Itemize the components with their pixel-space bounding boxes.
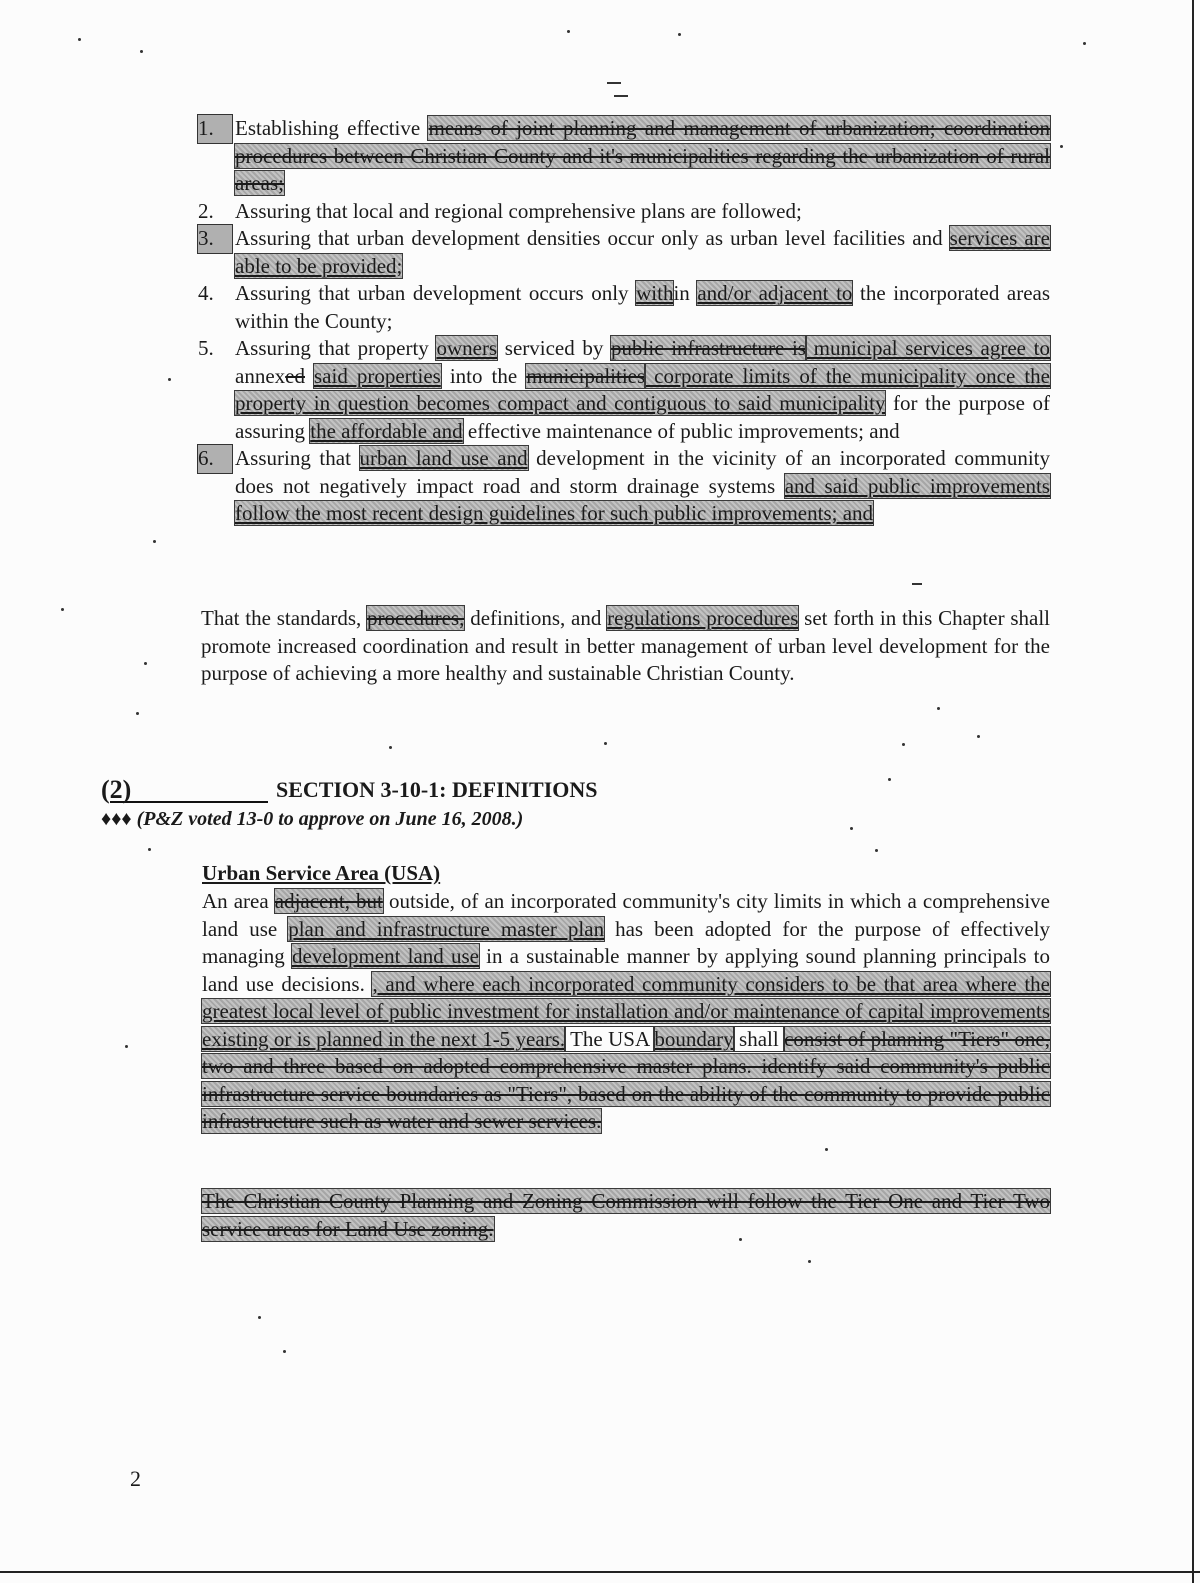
definition-segment: outside, of an incorporated community's city limits in which a comprehensive land use <box>202 889 1050 941</box>
scan-mark <box>614 95 628 97</box>
definition-title: Urban Service Area (USA) <box>202 861 441 885</box>
definition-segment: , and where each incorporated community considers to be that area where the greatest local level of public investment for installation and/or maintenance of capital improvements existing or is planned in the next 1-5 years. <box>202 971 1050 1051</box>
list-number: 1. <box>198 115 232 143</box>
list-text-segment: said properties <box>314 363 441 388</box>
definition-segment: plan and infrastructure master plan <box>288 916 605 941</box>
section-number: (2) <box>101 775 132 804</box>
definition-segment: in a sustainable manner by applying sound planning principals to land use decisions. <box>202 944 1051 996</box>
definition-body <box>202 888 1050 1136</box>
scan-border-right <box>1192 0 1194 1583</box>
list-text-segment: urban land use and <box>359 446 528 470</box>
paragraph-segment: That the standards, <box>201 606 368 630</box>
paragraph-segment: definitions, and <box>464 606 608 630</box>
page-number: 2 <box>130 1466 141 1491</box>
list-number: 2. <box>198 198 214 223</box>
scan-mark <box>912 583 922 585</box>
list-text-segment: corporate limits of the municipality once the property in question becomes compact and contiguous to said municipality <box>235 363 1050 415</box>
list-text-segment: with <box>636 281 674 305</box>
list-text-segment: public infrastructure is <box>611 336 806 360</box>
list-text-segment: Assuring that urban development occurs only <box>235 281 637 305</box>
list-text-segment: into the <box>440 363 527 388</box>
list-text-segment: services are able to be provided; <box>235 226 1050 278</box>
list-text-segment: and said public improvements follow the most recent design guidelines for such public improvements; and <box>235 473 1050 525</box>
list-item <box>198 115 1050 198</box>
paragraph-segment: set forth in this Chapter shall promote increased coordination and result in better management of urban level development for the purpose of achieving a more healthy and sustainable Christian County. <box>201 606 1051 685</box>
list-text-segment: municipalities <box>526 363 646 388</box>
list-item <box>198 280 1050 335</box>
list-text-segment: Assuring that property <box>235 336 437 360</box>
section-title: SECTION 3-10-1: DEFINITIONS <box>276 777 598 802</box>
list-text-segment: Establishing effective <box>235 116 429 140</box>
list-text-segment: in <box>673 281 698 305</box>
standards-paragraph <box>201 605 1050 688</box>
list-text-segment: means of joint planning and management of urbanization; coordination procedures between Christian County and it's municipalities regarding the urbanization of rural areas; <box>235 116 1051 195</box>
list-item <box>198 335 1050 445</box>
commission-note <box>202 1188 1050 1243</box>
definition-segment: An area <box>202 889 275 913</box>
list-text-segment: for the purpose of assuring <box>235 391 1050 443</box>
vote-note: ♦♦♦ (P&Z voted 13-0 to approve on June 16, 2008.) <box>101 808 524 830</box>
list-text-segment: the incorporated areas within the County; <box>235 281 1051 333</box>
definition-segment: adjacent, but <box>274 889 383 913</box>
definition-segment: shall <box>733 1026 785 1051</box>
definition-segment: The USA <box>565 1026 655 1051</box>
list-item <box>198 445 1050 528</box>
list-number: 6. <box>198 445 232 473</box>
list-number: 4. <box>198 281 214 305</box>
definition-segment: has been adopted for the purpose of effectively managing <box>202 916 1050 968</box>
list-text-segment: serviced by <box>497 336 612 360</box>
list-number: 3. <box>198 225 232 253</box>
list-text-segment: annex <box>235 363 286 388</box>
list-text-segment: municipal services agree to <box>805 336 1050 360</box>
list-text-segment: Assuring that urban development densities occur only as urban level facilities and <box>235 226 950 250</box>
list-text-segment: owners <box>436 336 498 360</box>
paragraph-segment: procedures, <box>367 606 465 630</box>
scan-mark <box>607 82 621 84</box>
list-text-segment <box>305 364 314 388</box>
paragraph-segment: regulations procedures <box>607 606 799 630</box>
list-item <box>198 225 1050 280</box>
scan-border-bottom <box>0 1571 1200 1573</box>
list-text-segment: Assuring that local and regional comprehensive plans are followed; <box>235 198 802 223</box>
list-number: 5. <box>198 336 214 360</box>
commission-note-text: The Christian County Planning and Zoning Commission will follow the Tier One and Tier Two service areas for Land Use zoning. <box>202 1189 1050 1241</box>
list-text-segment: and/or adjacent to <box>697 281 853 305</box>
list-text-segment: development in the vicinity of an incorporated community does not negatively impact road and storm drainage systems <box>235 446 1050 498</box>
definition-segment: development land use <box>292 944 479 968</box>
section-heading <box>101 775 900 804</box>
section-blank-line <box>110 781 268 803</box>
definition-segment: boundary <box>654 1026 734 1051</box>
list-text-segment: ed <box>285 363 305 388</box>
list-item <box>198 198 1050 226</box>
list-text-segment: effective maintenance of public improvements; and <box>462 418 900 443</box>
list-text-segment: the affordable and <box>310 418 463 443</box>
definition-segment: consist of planning "Tiers" one, two and three based on adopted comprehensive master plans. identify said community's public infrastructure service boundaries as "Tiers", based on the ability of the community to provide public infrastructure such as water and sewer services. <box>202 1026 1050 1133</box>
list-text-segment: Assuring that <box>235 446 360 470</box>
purpose-list <box>198 115 1050 528</box>
